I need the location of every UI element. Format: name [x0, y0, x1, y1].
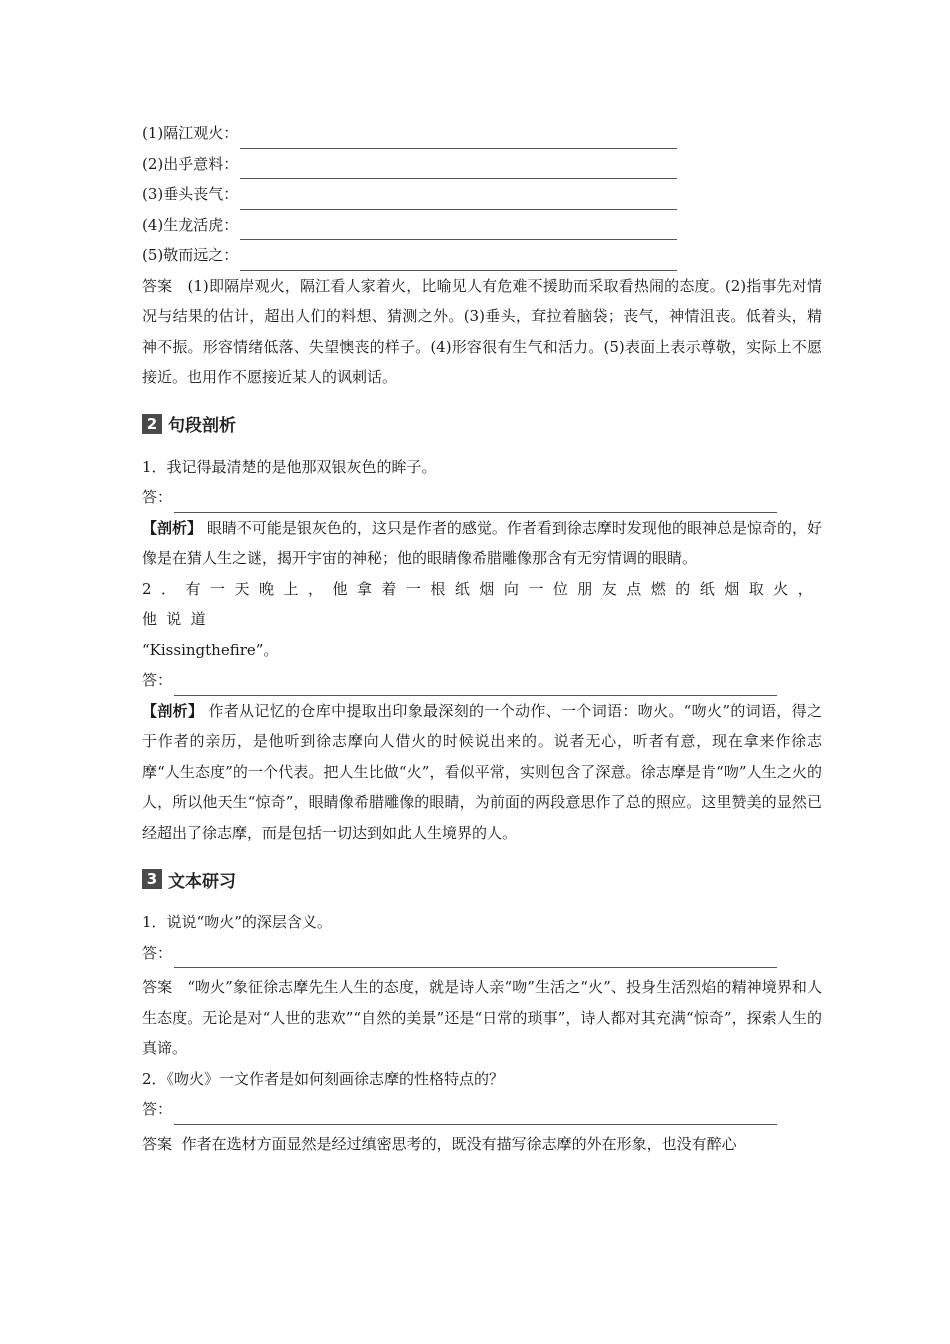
answer-tag: 答案 [142, 1134, 173, 1153]
answer-tag: 答案 [142, 978, 173, 996]
answer-line [142, 938, 822, 969]
answer-blank[interactable] [174, 946, 777, 968]
answer-label: 答： [142, 1100, 173, 1118]
answer-label: 答： [142, 488, 173, 506]
analysis-1 [142, 513, 822, 574]
vocab-item [142, 210, 822, 241]
answer-blank[interactable] [174, 1103, 777, 1125]
answer-3-2 [142, 1129, 822, 1160]
vocab-answer [142, 271, 822, 393]
answer-blank[interactable] [240, 157, 677, 179]
vocab-term: (3)垂头丧气： [142, 185, 239, 203]
answer-blank[interactable] [240, 188, 677, 210]
question-2 [142, 574, 822, 666]
question-1: 1．我记得最清楚的是他那双银灰色的眸子。 [142, 457, 437, 476]
vocab-item [142, 149, 822, 180]
section-title: 句段剖析 [168, 416, 236, 436]
question-3-2: 2．《吻火》一文作者是如何刻画徐志摩的性格特点的？ [142, 1069, 505, 1088]
analysis-tag: 【剖析】 [142, 701, 204, 720]
question-2-line-2: “Kissingthefire”。 [142, 640, 279, 659]
question-2-line-1: 2．有一天晚上，他拿着一根纸烟向一位朋友点燃的纸烟取火，他说道 [142, 579, 822, 628]
section-title: 文本研习 [168, 871, 236, 892]
section-header-2 [142, 410, 822, 438]
analysis-text: 眼睛不可能是银灰色的，这只是作者的感觉。作者看到徐志摩时发现他的眼神总是惊奇的，好像是在猜人生之谜，揭开宇宙的神秘；他的眼睛像希腊雕像那含有无穷情调的眼睛。 [142, 518, 822, 567]
vocab-item [142, 179, 822, 210]
vocab-item [142, 118, 822, 149]
analysis-tag: 【剖析】 [142, 518, 203, 537]
document-page [142, 118, 822, 1159]
answer-line [142, 482, 822, 513]
section-number-badge: 3 [142, 869, 162, 889]
vocab-item [142, 240, 822, 271]
answer-blank[interactable] [240, 127, 677, 149]
answer-text: “吻火”象征徐志摩先生人生的态度，就是诗人亲“吻”生活之“火”、投身生活烈焰的精神境界和人生态度。无论是对“人世的悲欢”“自然的美景”还是“日常的琐事”，诗人都对其充满“惊奇”，探索人生的真谛。 [142, 978, 822, 1057]
analysis-text: 作者从记忆的仓库中提取出印象最深刻的一个动作、一个词语：吻火。“吻火”的词语，得之于作者的亲历，是他听到徐志摩向人借火的时候说出来的。说者无心，听者有意，现在拿来作徐志摩“人生态度”的一个代表。把人生比做“火”，看似平常，实则包含了深意。徐志摩是肯“吻”人生之火的人，所以他天生“惊奇”，眼睛像希腊雕像的眼睛，为前面的两段意思作了总的照应。这里赞美的显然已经超出了徐志摩，而是包括一切达到如此人生境界的人。 [142, 701, 822, 842]
answer-tag: 答案 [142, 276, 173, 295]
answer-blank[interactable] [174, 674, 777, 696]
answer-text: 作者在选材方面显然是经过缜密思考的，既没有描写徐志摩的外在形象，也没有醉心 [181, 1134, 737, 1153]
vocab-term: (5)敬而远之： [142, 246, 239, 264]
answer-label: 答： [142, 671, 173, 689]
answer-line [142, 1094, 822, 1125]
section-number-badge: 2 [142, 414, 162, 434]
vocab-term: (1)隔江观火： [142, 124, 239, 142]
vocab-term: (2)出乎意料： [142, 154, 239, 173]
answer-label: 答： [142, 943, 173, 962]
answer-line [142, 665, 822, 696]
answer-text: (1)即隔岸观火，隔江看人家着火，比喻见人有危难不援助而采取看热闹的态度。(2)指事先对情况与结果的估计，超出人们的料想、猜测之外。(3)垂头，耷拉着脑袋；丧气，神情沮丧。低着头，精神不振。形容情绪低落、失望懊丧的样子。(4)形容很有生气和活力。(5)表面上表示尊敬，实际上不愿接近。也用作不愿接近某人的讽刺话。 [142, 276, 822, 386]
section-header-3 [142, 865, 822, 893]
question-3-1: 1．说说“吻火”的深层含义。 [142, 913, 332, 931]
vocab-term: (4)生龙活虎： [142, 215, 239, 234]
analysis-2 [142, 696, 822, 849]
vocab-list [142, 118, 822, 271]
answer-3-1 [142, 972, 822, 1064]
answer-blank[interactable] [240, 249, 677, 271]
answer-blank[interactable] [240, 218, 677, 240]
answer-blank[interactable] [174, 491, 777, 513]
